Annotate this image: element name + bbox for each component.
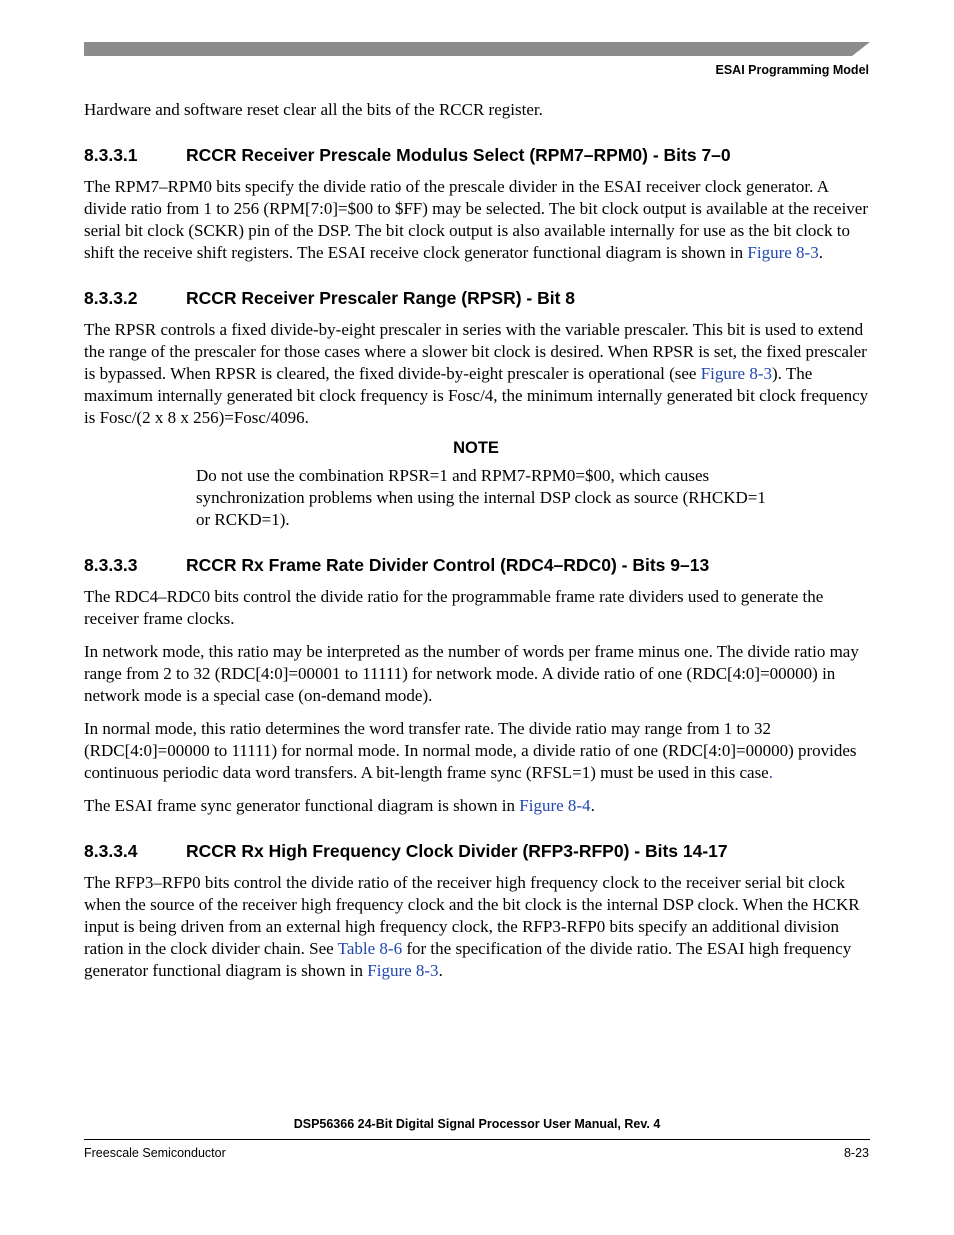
- section-heading-8-3-3-1: [84, 144, 870, 166]
- text-span: The RFP3–RFP0 bits control the divide ratio of the receiver high frequency clock to the receiver serial bit clock when the source of the receiver high frequency clock and the bit clock is the internal DSP clock. When the HCKR input is being driven from an external high frequency clock, the RFP3-RFP0 bits specify an additional division ration in the clock divider chain. See: [84, 873, 860, 958]
- section-heading-8-3-3-2: [84, 287, 870, 309]
- footer-company: Freescale Semiconductor: [84, 1146, 226, 1160]
- section-number: 8.3.3.4: [84, 841, 138, 861]
- figure-link[interactable]: Figure 8-4: [519, 796, 591, 815]
- section-heading-8-3-3-3: [84, 554, 870, 576]
- text-span: .: [818, 243, 823, 262]
- figure-link[interactable]: Figure 8-3: [367, 961, 439, 980]
- section-title: RCCR Rx High Frequency Clock Divider (RFP3-RFP0) - Bits 14-17: [186, 841, 728, 861]
- text-span: In normal mode, this ratio determines the word transfer rate. The divide ratio may range from 1 to 32 (RDC[4:0]=00000 to 11111) for normal mode. In normal mode, a divide ratio of one (RDC[4:0]=00000) provides continuous periodic data word transfers. A bit-length frame sync (RFSL=1) must be used in this case: [84, 719, 857, 782]
- text-span: for the specification of the divide ratio. The ESAI high frequency generator functional diagram is shown in: [84, 939, 852, 980]
- section-number: 8.3.3.2: [84, 288, 138, 308]
- note-title: NOTE: [453, 439, 499, 457]
- text-span: ). The maximum internally generated bit clock frequency is Fosc/4, the minimum internally generated bit clock frequency is Fosc/(2 x 8 x 256)=Fosc/4096.: [84, 364, 869, 427]
- text-span: The RPSR controls a fixed divide-by-eight prescaler in series with the variable prescaler. This bit is used to extend the range of the prescaler for those cases where a slower bit clock is desired. When RPSR is set, the fixed prescaler is bypassed. When RPSR is cleared, the fixed divide-by-eight prescaler is operational (see: [84, 320, 867, 383]
- paragraph: [84, 795, 870, 817]
- footer-title: DSP56366 24-Bit Digital Signal Processor User Manual, Rev. 4: [293, 1117, 661, 1131]
- footer-rule: [84, 1139, 870, 1140]
- paragraph: The RDC4–RDC0 bits control the divide ratio for the programmable frame rate dividers used to generate the receiver frame clocks.: [84, 587, 824, 628]
- table-link[interactable]: Table 8-6: [337, 939, 403, 958]
- paragraph: [84, 872, 870, 982]
- section-title: RCCR Rx Frame Rate Divider Control (RDC4–RDC0) - Bits 9–13: [186, 555, 710, 575]
- figure-link[interactable]: Figure 8-3: [700, 364, 773, 383]
- section-number: 8.3.3.3: [84, 555, 138, 575]
- paragraph: In network mode, this ratio may be interpreted as the number of words per frame minus one. The divide ratio may range from 2 to 32 (RDC[4:0]=00001 to 11111) for network mode. A divide ratio of one (RDC[4:0]=00000) in network mode is a special case (on-demand mode).: [84, 642, 859, 705]
- note-box: [196, 439, 796, 531]
- main-content: [84, 99, 870, 993]
- header-bar: [84, 42, 870, 56]
- section-title: RCCR Receiver Prescale Modulus Select (RPM7–RPM0) - Bits 7–0: [186, 145, 731, 165]
- period-link: .: [768, 763, 773, 782]
- text-span: .: [438, 961, 443, 980]
- footer-page-number: 8-23: [843, 1146, 869, 1160]
- section-heading-8-3-3-4: [84, 840, 870, 862]
- note-text: Do not use the combination RPSR=1 and RPM7-RPM0=$00, which causes synchronization problems when using the internal DSP clock as source (RHCKD=1 or RCKD=1).: [196, 466, 766, 529]
- text-span: .: [590, 796, 595, 815]
- section-title: RCCR Receiver Prescaler Range (RPSR) - Bit 8: [186, 288, 576, 308]
- text-span: The RPM7–RPM0 bits specify the divide ratio of the prescale divider in the ESAI receiver clock generator. A divide ratio from 1 to 256 (RPM[7:0]=$00 to $FF) may be selected. The bit clock output is available at the receiver serial bit clock (SCKR) pin of the DSP. The bit clock output is also available internally for use as the bit clock to shift the receive shift registers. The ESAI receive clock generator functional diagram is shown in: [84, 177, 869, 262]
- paragraph: [84, 176, 870, 264]
- section-number: 8.3.3.1: [84, 145, 138, 165]
- figure-link[interactable]: Figure 8-3: [747, 243, 819, 262]
- text-span: The ESAI frame sync generator functional diagram is shown in: [84, 796, 520, 815]
- running-head: ESAI Programming Model: [715, 63, 869, 77]
- intro-paragraph: Hardware and software reset clear all the bits of the RCCR register.: [84, 100, 543, 119]
- paragraph: [84, 319, 870, 429]
- paragraph: [84, 718, 870, 784]
